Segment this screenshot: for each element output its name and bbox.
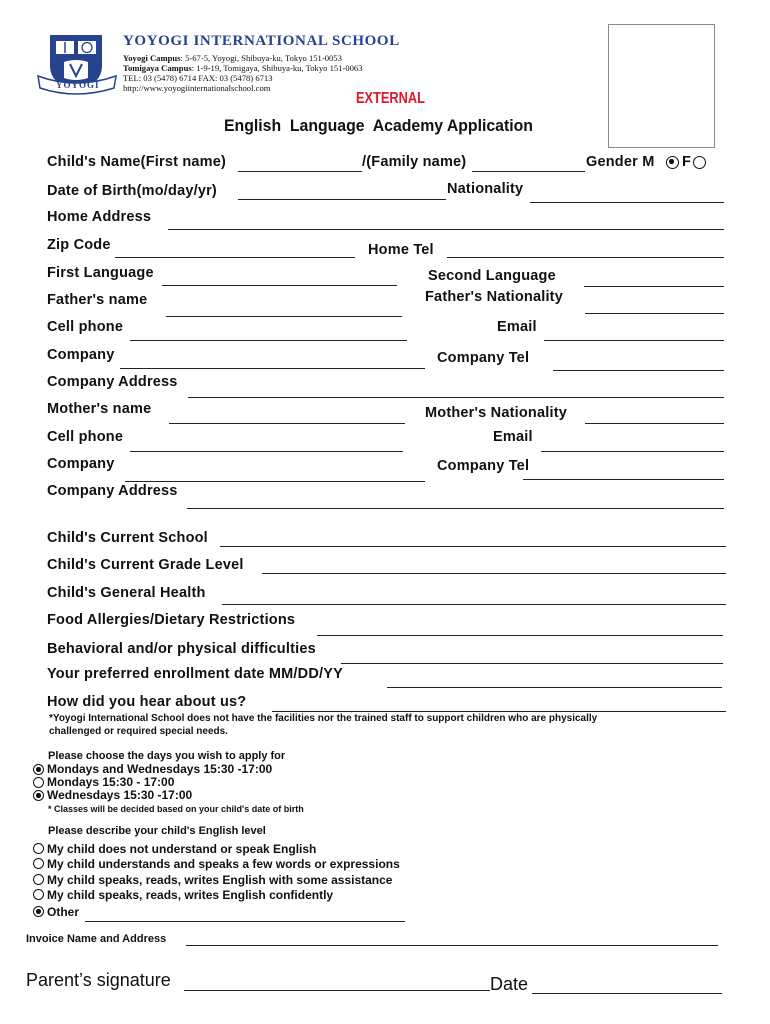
email-1-field[interactable] (544, 340, 724, 341)
home-address-label: Home Address (47, 209, 152, 225)
company-1-field[interactable] (120, 368, 425, 369)
mothers-nationality-label: Mother's Nationality (425, 405, 567, 421)
gender-label: Gender M (586, 154, 655, 170)
english-level-radio[interactable] (33, 906, 44, 917)
company-address-2-field[interactable] (187, 508, 724, 509)
company-tel-2-field[interactable] (523, 479, 724, 480)
gender-f-label: F (682, 154, 692, 170)
second-language-field[interactable] (584, 286, 724, 287)
external-tag: EXTERNAL (356, 90, 425, 107)
english-level-radio[interactable] (33, 858, 44, 869)
website: http://www.yoyogiinternationalschool.com (123, 83, 271, 93)
company-1-label: Company (47, 347, 115, 363)
english-level-prompt: Please describe your child's English level (48, 825, 266, 837)
english-level-label: My child speaks, reads, writes English with some assistance (47, 873, 393, 887)
mothers-name-label: Mother's name (47, 401, 152, 417)
days-option-radio[interactable] (33, 790, 44, 801)
cell-phone-1-label: Cell phone (47, 319, 124, 335)
home-address-field[interactable] (168, 229, 724, 230)
mothers-name-field[interactable] (169, 423, 405, 424)
yoyogi-campus-line (123, 53, 342, 63)
days-option-label: Mondays and Wednesdays 15:30 -17:00 (47, 762, 273, 776)
nationality-label: Nationality (447, 181, 524, 197)
allergies-field[interactable] (317, 635, 723, 636)
company-2-label: Company (47, 456, 115, 472)
disclaimer-line-2: challenged or required special needs. (49, 726, 228, 737)
general-health-field[interactable] (222, 604, 726, 605)
english-level-radio[interactable] (33, 843, 44, 854)
company-2-field[interactable] (125, 481, 425, 482)
disclaimer-line-1: *Yoyogi International School does not have the facilities nor the trained staff to support children who are physically (49, 713, 598, 724)
other-field[interactable] (85, 921, 405, 922)
dob-label: Date of Birth(mo/day/yr) (47, 183, 217, 199)
current-grade-field[interactable] (262, 573, 726, 574)
cell-phone-2-label: Cell phone (47, 429, 124, 445)
english-level-label: Other (47, 905, 80, 919)
first-language-field[interactable] (162, 285, 397, 286)
first-name-field[interactable] (238, 171, 362, 172)
days-option-label: Wednesdays 15:30 -17:00 (47, 788, 193, 802)
invoice-label: Invoice Name and Address (26, 933, 167, 945)
company-tel-2-label: Company Tel (437, 458, 530, 474)
enrollment-date-label: Your preferred enrollment date MM/DD/YY (47, 666, 343, 682)
hear-about-field[interactable] (272, 711, 726, 712)
company-address-2-label: Company Address (47, 483, 178, 499)
email-2-field[interactable] (541, 451, 724, 452)
current-grade-label: Child's Current Grade Level (47, 557, 244, 573)
general-health-label: Child's General Health (47, 585, 206, 601)
email-1-label: Email (497, 319, 537, 335)
form-title: English Language Academy Application (224, 116, 533, 135)
fathers-name-label: Father's name (47, 292, 148, 308)
english-level-radio[interactable] (33, 889, 44, 900)
yoyogi-campus-label: Yoyogi Campus (123, 53, 181, 63)
cell-phone-1-field[interactable] (130, 340, 407, 341)
dob-field[interactable] (238, 199, 446, 200)
photo-box (608, 24, 715, 148)
fathers-nationality-field[interactable] (585, 313, 724, 314)
company-tel-1-label: Company Tel (437, 350, 530, 366)
yoyogi-campus-address: : 5-67-5, Yoyogi, Shibuya-ku, Tokyo 151-0053 (180, 53, 342, 63)
behavioral-field[interactable] (341, 663, 723, 664)
cell-phone-2-field[interactable] (130, 451, 403, 452)
first-language-label: First Language (47, 265, 154, 281)
email-2-label: Email (493, 429, 533, 445)
days-option-radio[interactable] (33, 764, 44, 775)
fathers-name-field[interactable] (166, 316, 402, 317)
parent-signature-label: Parent’s signature (26, 970, 171, 990)
tel-fax: TEL: 03 (5478) 6714 FAX: 03 (5478) 6713 (123, 73, 273, 83)
home-tel-field[interactable] (447, 257, 724, 258)
classes-note: * Classes will be decided based on your child's date of birth (48, 804, 304, 814)
logo-text: YOYOGI (56, 80, 100, 90)
nationality-field[interactable] (530, 202, 724, 203)
child-name-label: Child's Name(First name) (47, 154, 227, 170)
current-school-field[interactable] (220, 546, 726, 547)
behavioral-label: Behavioral and/or physical difficulties (47, 641, 316, 657)
english-level-radio[interactable] (33, 874, 44, 885)
family-name-label: /(Family name) (362, 154, 467, 170)
zip-code-field[interactable] (115, 257, 355, 258)
second-language-label: Second Language (428, 268, 556, 284)
tomigaya-campus-label: Tomigaya Campus (123, 63, 192, 73)
days-prompt: Please choose the days you wish to apply for (48, 750, 286, 762)
english-level-label: My child understands and speaks a few words or expressions (47, 857, 400, 871)
school-name: YOYOGI INTERNATIONAL SCHOOL (123, 33, 400, 49)
date-label: Date (490, 974, 529, 994)
allergies-label: Food Allergies/Dietary Restrictions (47, 612, 296, 628)
gender-f-radio[interactable] (693, 156, 706, 169)
english-level-label: My child speaks, reads, writes English confidently (47, 888, 334, 902)
date-field[interactable] (532, 993, 722, 994)
fathers-nationality-label: Father's Nationality (425, 289, 563, 305)
company-address-1-field[interactable] (188, 397, 724, 398)
days-option-label: Mondays 15:30 - 17:00 (47, 775, 175, 789)
parent-signature-field[interactable] (184, 990, 490, 991)
tomigaya-campus-address: : 1-9-19, Tomigaya, Shibuya-ku, Tokyo 151-0063 (191, 63, 363, 73)
home-tel-label: Home Tel (368, 242, 434, 258)
school-logo (36, 32, 118, 100)
tomigaya-campus-line (123, 63, 363, 73)
days-option-radio[interactable] (33, 777, 44, 788)
invoice-field[interactable] (186, 945, 718, 946)
company-address-1-label: Company Address (47, 374, 178, 390)
current-school-label: Child's Current School (47, 530, 208, 546)
hear-about-label: How did you hear about us? (47, 694, 247, 710)
mothers-nationality-field[interactable] (585, 423, 724, 424)
family-name-field[interactable] (472, 171, 585, 172)
zip-code-label: Zip Code (47, 237, 111, 253)
company-tel-1-field[interactable] (553, 370, 724, 371)
enrollment-date-field[interactable] (387, 687, 722, 688)
gender-m-radio[interactable] (666, 156, 679, 169)
english-level-label: My child does not understand or speak English (47, 842, 317, 856)
